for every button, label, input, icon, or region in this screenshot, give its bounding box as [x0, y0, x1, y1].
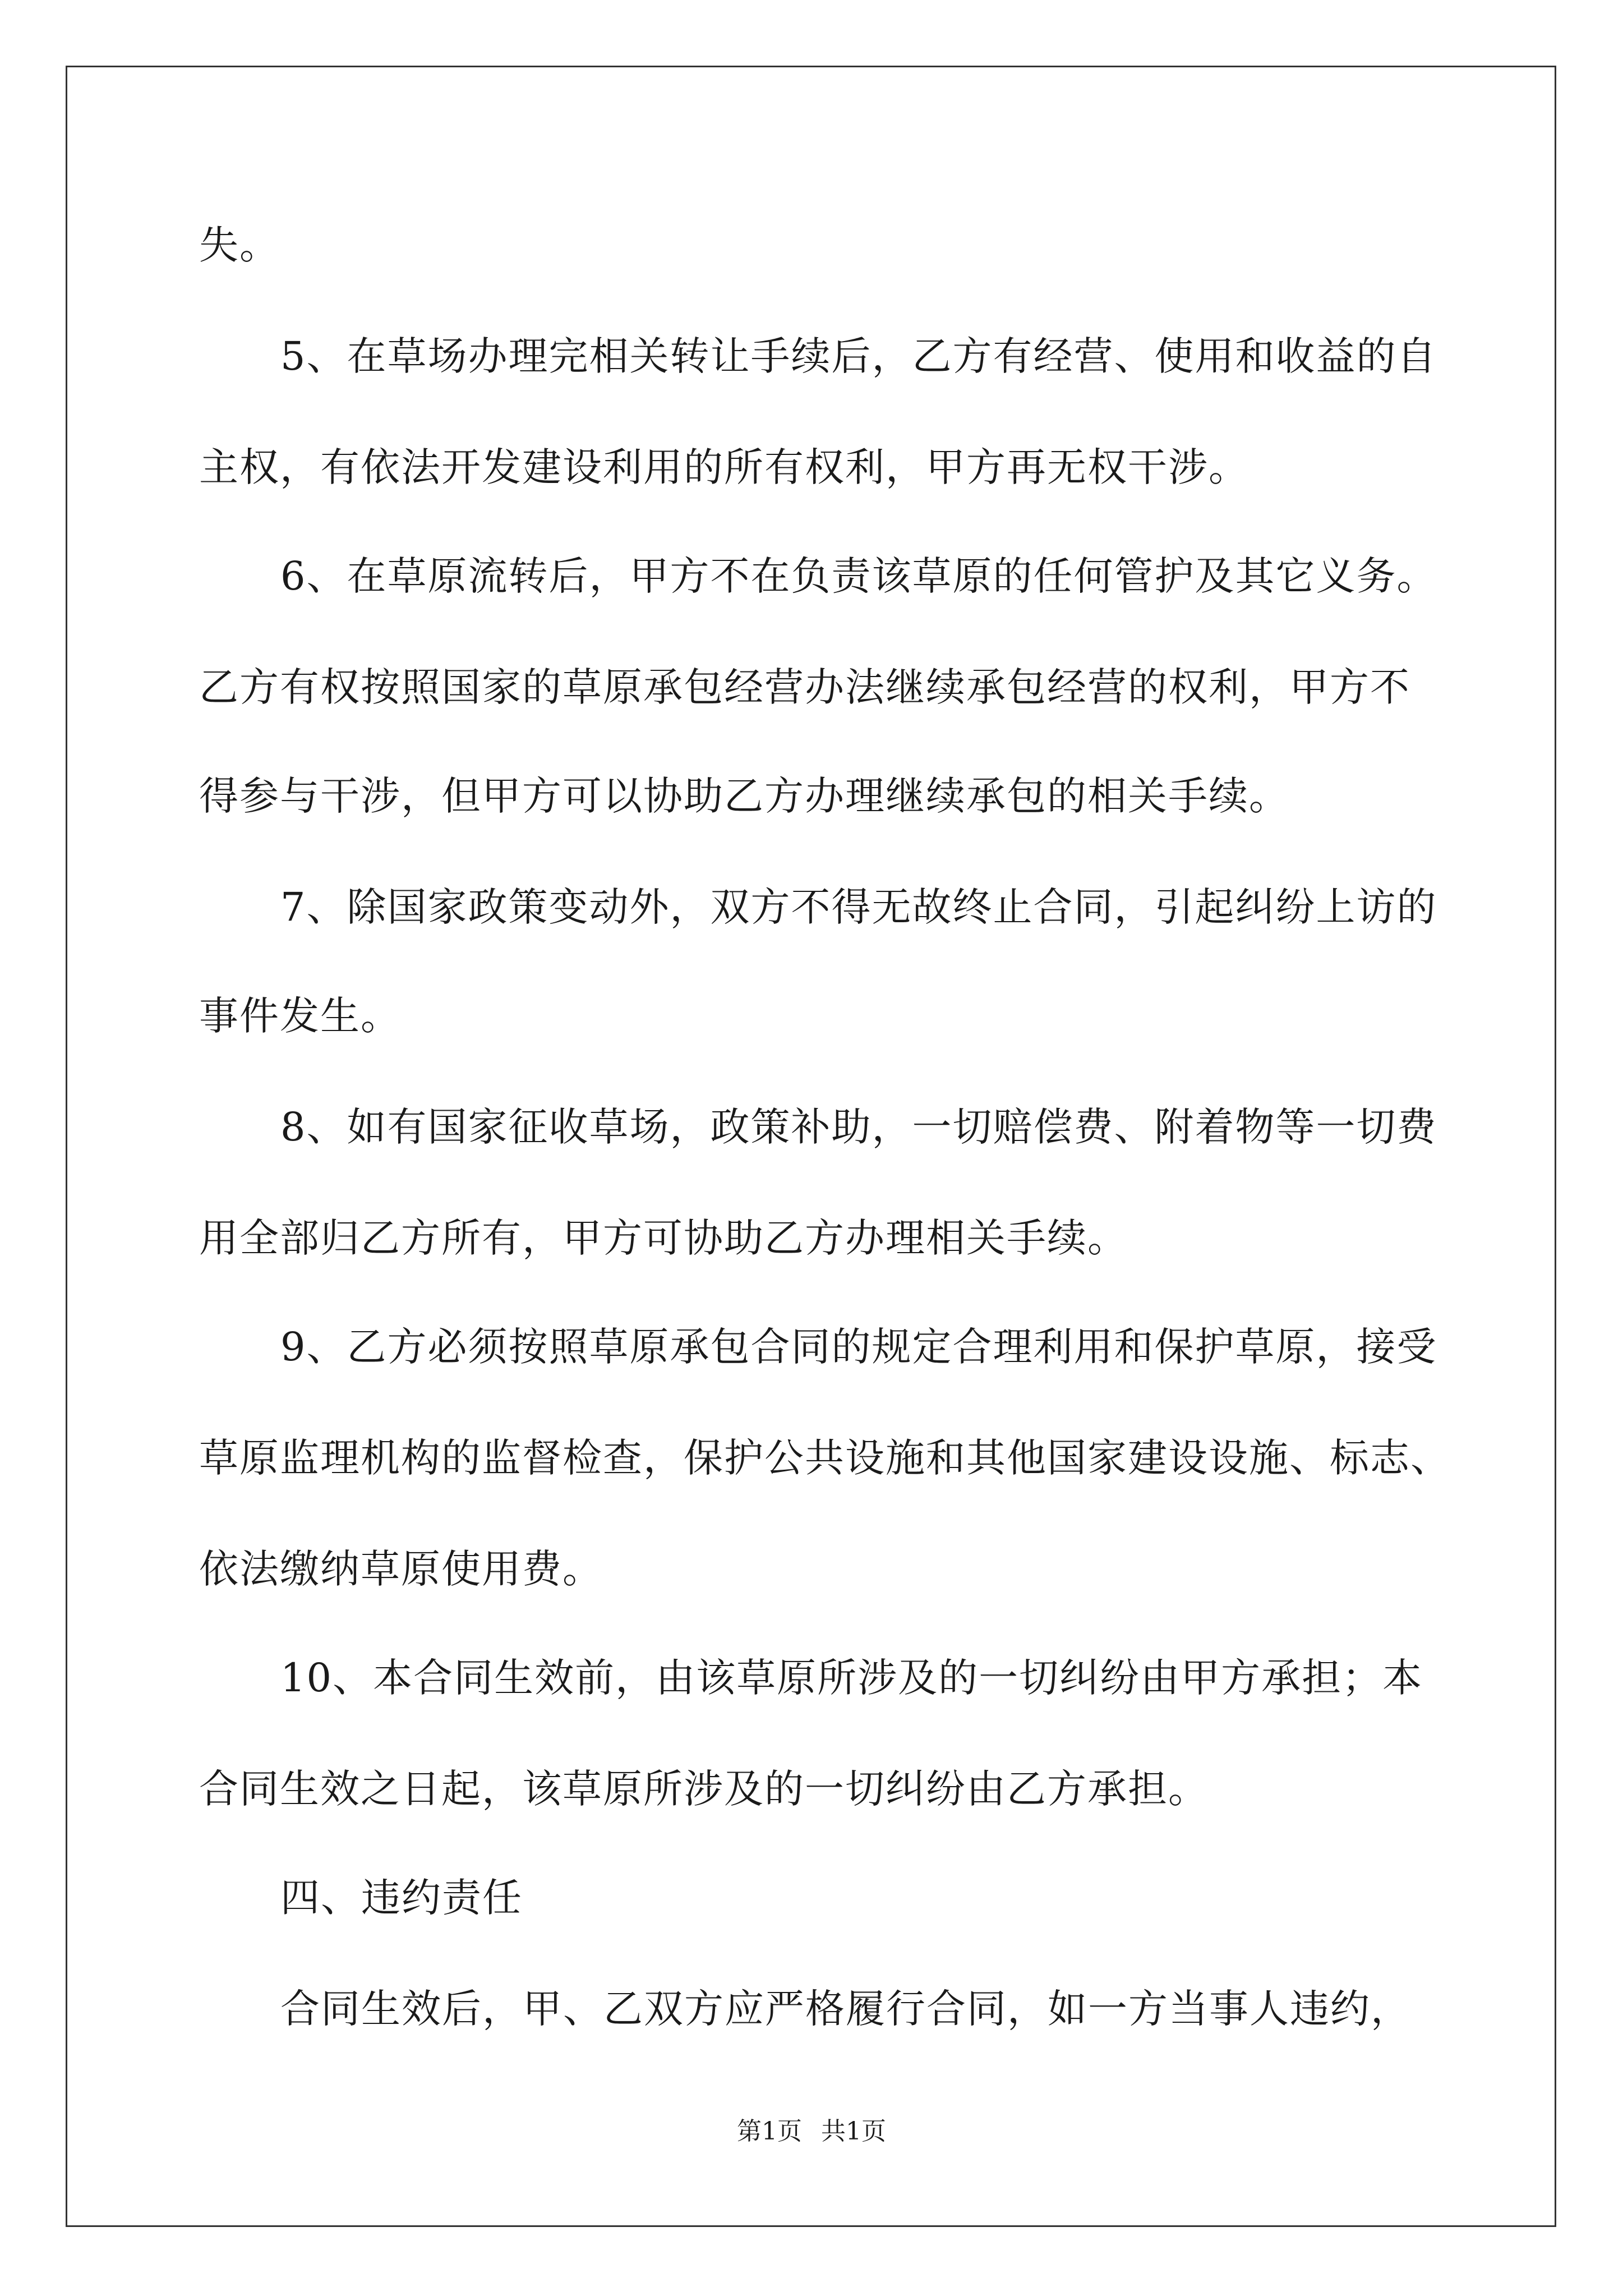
text-line-9: 8、如有国家征收草场，政策补助，一切赔偿费、附着物等一切费: [280, 1104, 1437, 1150]
text-line-4: 6、在草原流转后，甲方不在负责该草原的任何管护及其它义务。: [280, 553, 1437, 599]
text-line-3: 主权，有依法开发建设利用的所有权利，甲方再无权干涉。: [199, 444, 1249, 490]
text-line-14: 10、本合同生效前，由该草原所涉及的一切纠纷由甲方承担；本: [280, 1655, 1423, 1701]
text-line-1: 失。: [199, 222, 280, 268]
section-heading: 四、违约责任: [280, 1875, 523, 1921]
page-number: 第1页: [737, 2117, 802, 2146]
text-line-2: 5、在草场办理完相关转让手续后，乙方有经营、使用和收益的自: [280, 333, 1437, 379]
text-line-17: 合同生效后，甲、乙双方应严格履行合同，如一方当事人违约，: [280, 1986, 1411, 2032]
text-line-7: 7、除国家政策变动外，双方不得无故终止合同，引起纠纷上访的: [280, 884, 1437, 930]
text-line-5: 乙方有权按照国家的草原承包经营办法继续承包经营的权利，甲方不: [199, 664, 1410, 710]
text-line-6: 得参与干涉，但甲方可以协助乙方办理继续承包的相关手续。: [199, 773, 1289, 819]
text-line-13: 依法缴纳草原使用费。: [199, 1546, 603, 1592]
text-line-11: 9、乙方必须按照草原承包合同的规定合理利用和保护草原，接受: [280, 1324, 1437, 1370]
text-line-15: 合同生效之日起，该草原所涉及的一切纠纷由乙方承担。: [199, 1766, 1209, 1812]
text-line-12: 草原监理机构的监督检查，保护公共设施和其他国家建设设施、标志、: [199, 1435, 1451, 1481]
text-line-8: 事件发生。: [199, 993, 401, 1039]
page-total: 共1页: [821, 2117, 886, 2146]
page-footer: [0, 2116, 1623, 2147]
text-line-10: 用全部归乙方所有，甲方可协助乙方办理相关手续。: [199, 1215, 1128, 1261]
